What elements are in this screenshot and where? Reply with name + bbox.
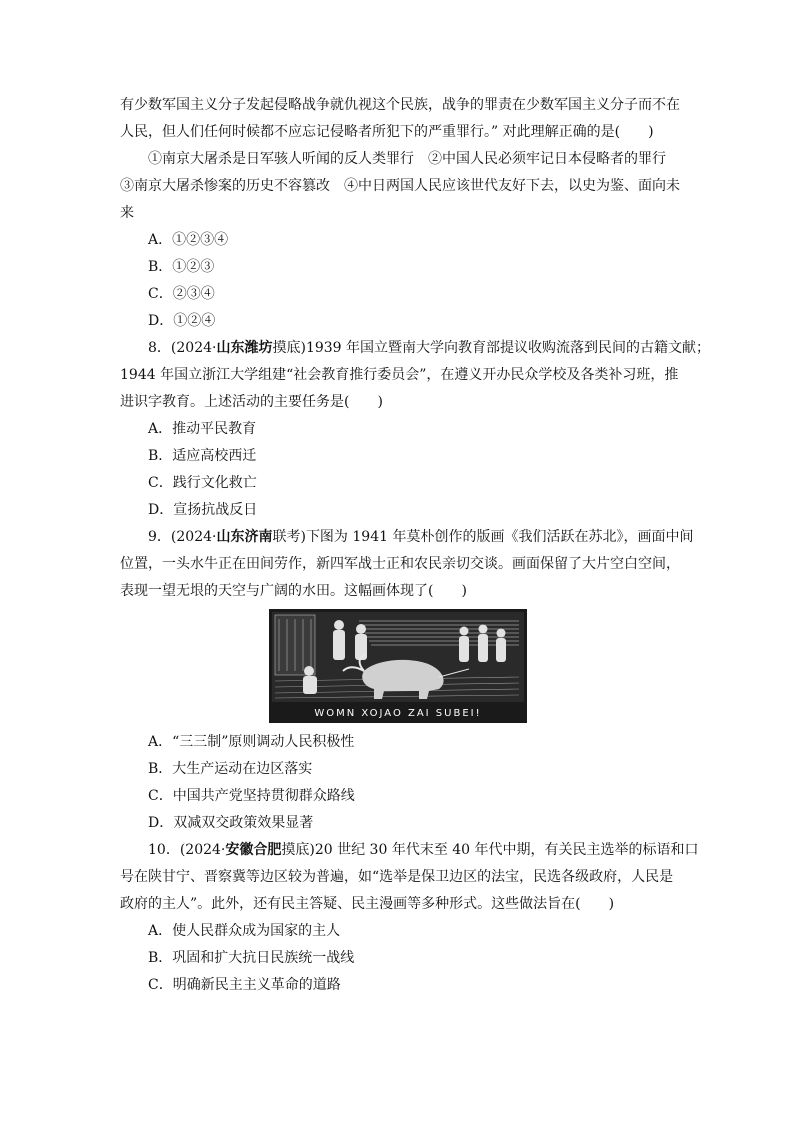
q9-stem-line-3: 表现一望无垠的天空与广阔的水田。这幅画体现了( ) — [120, 583, 467, 599]
q10-option-c[interactable]: C．明确新民主主义革命的道路 — [148, 977, 341, 993]
q10-number: 10． — [148, 842, 180, 858]
question-9 — [120, 524, 694, 837]
q9-source-region: 山东济南 — [216, 529, 273, 545]
q9-stem-line-2: 位置，一头水牛正在田间劳作，新四军战士正和农民亲切交谈。画面保留了大片空白空间， — [120, 556, 680, 572]
q8-number: 8． — [148, 340, 171, 356]
q8-stem-line-3: 进识字教育。上述活动的主要任务是( ) — [120, 394, 383, 410]
q8-option-a[interactable]: A．推动平民教育 — [148, 421, 257, 437]
q10-source-region: 安徽合肥 — [225, 842, 282, 858]
q10-stem-line-2: 号在陕甘宁、晋察冀等边区较为普遍，如“选举是保卫边区的法宝，民选各级政府，人民是 — [120, 869, 674, 885]
q9-option-a[interactable]: A．“三三制”原则调动人民积极性 — [148, 734, 355, 750]
q9-option-b[interactable]: B．大生产运动在边区落实 — [148, 761, 313, 777]
question-7 — [120, 92, 680, 335]
q9-stem-text-1: 下图为 1941 年莫朴创作的版画《我们活跃在苏北》，画面中间 — [305, 529, 694, 545]
woodcut-print-image — [269, 609, 527, 723]
q10-stem-line-3: 政府的主人”。此外，还有民主答疑、民主漫画等多种形式。这些做法旨在( ) — [120, 896, 615, 912]
question-10 — [120, 837, 699, 999]
question-8 — [120, 335, 711, 524]
woodcut-caption: WOMN XOJAO ZAI SUBEI! — [314, 708, 482, 719]
q9-stem-line-1 — [120, 524, 694, 551]
q10-stem-text-1: 20 世纪 30 年代末至 40 年代中期，有关民主选举的标语和口 — [314, 842, 699, 858]
q9-option-c[interactable]: C．中国共产党坚持贯彻群众路线 — [148, 788, 355, 804]
q7-option-b[interactable]: B．①②③ — [148, 259, 215, 275]
q8-stem-line-2: 1944 年国立浙江大学组建“社会教育推行委员会”，在遵义开办民众学校及各类补习班，推 — [120, 367, 679, 383]
q7-stem-line-1: 有少数军国主义分子发起侵略战争就仇视这个民族，战争的罪责在少数军国主义分子而不在 — [120, 97, 680, 113]
q9-source-open: (2024· — [170, 529, 217, 545]
q10-stem-line-1 — [120, 837, 699, 864]
q8-option-d[interactable]: D．宣扬抗战反日 — [148, 502, 258, 518]
q8-option-b[interactable]: B．适应高校西迁 — [148, 448, 257, 464]
q8-source-close: 摸底) — [272, 340, 306, 356]
q10-source-open: (2024· — [179, 842, 226, 858]
q7-statements-line-2: ③南京大屠杀惨案的历史不容篡改 ④中日两国人民应该世代友好下去，以史为鉴、面向未 — [120, 178, 680, 194]
q8-source-open: (2024· — [170, 340, 217, 356]
q8-source-region: 山东潍坊 — [216, 340, 273, 356]
exam-page — [120, 92, 711, 999]
q8-option-c[interactable]: C．践行文化救亡 — [148, 475, 257, 491]
q9-option-d[interactable]: D．双减双交政策效果显著 — [148, 815, 314, 831]
q8-stem-line-1 — [120, 335, 711, 362]
q7-option-c[interactable]: C．②③④ — [148, 286, 215, 302]
q7-stem-line-2: 人民，但人们任何时候都不应忘记侵略者所犯下的严重罪行。” 对此理解正确的是( ) — [120, 124, 654, 140]
q7-statements-line-1: ①南京大屠杀是日军骇人听闻的反人类罪行 ②中国人民必须牢记日本侵略者的罪行 — [148, 151, 666, 167]
q9-source-close: 联考) — [272, 529, 306, 545]
q8-stem-text-1: 1939 年国立暨南大学向教育部提议收购流落到民间的古籍文献； — [305, 340, 711, 356]
q10-option-a[interactable]: A．使人民群众成为国家的主人 — [148, 923, 341, 939]
q10-option-b[interactable]: B．巩固和扩大抗日民族统一战线 — [148, 950, 355, 966]
q9-number: 9． — [148, 529, 171, 545]
q7-option-a[interactable]: A．①②③④ — [148, 232, 229, 248]
q7-option-d[interactable]: D．①②④ — [148, 313, 216, 329]
q7-statements-line-3: 来 — [120, 205, 134, 221]
q10-source-close: 摸底) — [281, 842, 315, 858]
